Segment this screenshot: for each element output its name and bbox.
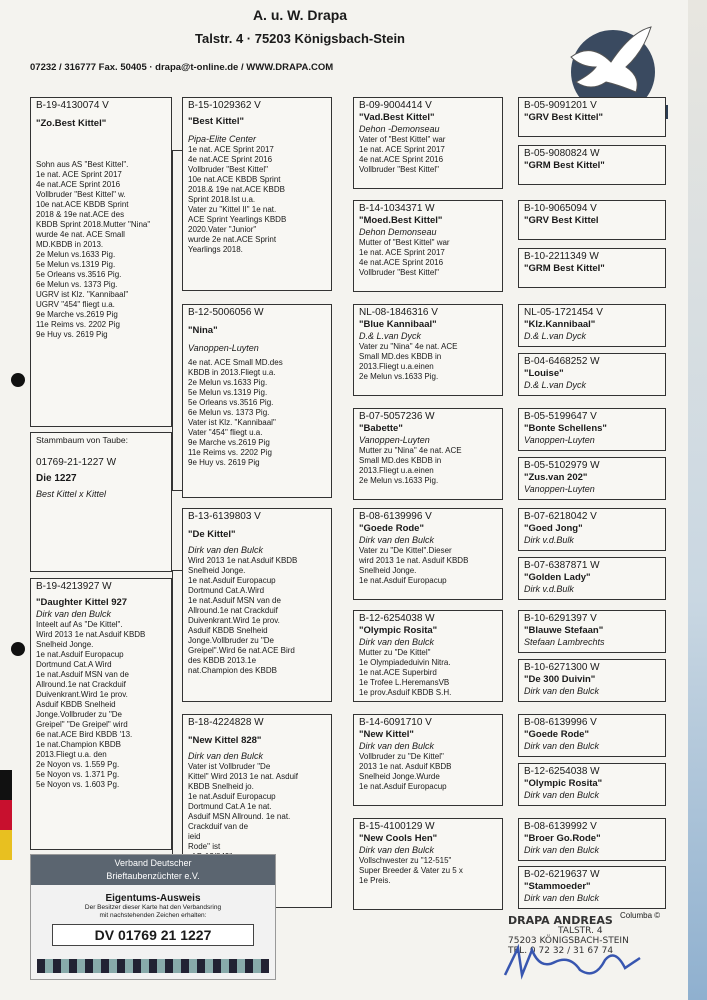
stamp-street: TALSTR. 4 [558, 926, 603, 936]
connector [172, 150, 173, 490]
gen3-name: "Goede Rode" [359, 523, 424, 534]
gen4-ring: B-12-6254038 W [524, 766, 600, 777]
gen4-ring: B-04-6468252 W [524, 356, 600, 367]
gen2-desc: Vater ist Vollbruder "De Kittel" Wird 2013 1e nat. Asduif KBDB Snelheid jo. 1e nat.Asduif Europacup Dortmund Cat.A 1e nat. Asduif MSN Allround. 1e nat. Crackduif van de ieid Rode" ist [188, 762, 299, 851]
gen4-breeder: Dirk van den Bulck [524, 790, 600, 800]
gen4-breeder: Dirk van den Bulck [524, 686, 600, 696]
card-title: Eigentums-Ausweis [105, 893, 201, 904]
gen3-name: "Olympic Rosita" [359, 625, 438, 636]
gen4-breeder: Dirk van den Bulck [524, 845, 600, 855]
gen3-breeder: Dirk van den Bulck [359, 845, 435, 855]
gen3-ring: B-14-1034371 W [359, 203, 435, 214]
gen4-box [518, 248, 666, 288]
gen4-ring: B-05-5199647 V [524, 411, 597, 422]
gen3-ring: B-14-6091710 V [359, 717, 432, 728]
connector [172, 490, 182, 491]
gen4-box [518, 408, 666, 451]
sire-ring: B-19-4130074 V [36, 100, 109, 111]
gen3-breeder: Dirk van den Bulck [359, 741, 435, 751]
gen3-desc: Mutter zu "Nina" 4e nat. ACE Small MD.des KBDB in 2013.Fliegt u.a.einen 2e Melun vs.1633 Pig. [359, 446, 462, 485]
sire-desc: Sohn aus AS "Best Kittel". 1e nat. ACE Sprint 2017 4e nat.ACE Sprint 2016 Vollbruder "Best Kittel" w. 10e nat.ACE KBDB Sprint 2018 & 19e nat.ACE des KBDB Sprint 2018.Mutter "Nina" wurde 4e nat. ACE Small MD.KBDB in 2013. 2e Melun vs.1633 Pig. 5e Melun vs.1319 Pig. 5e Orleans vs.3516 Pig. 6e Melun vs. 1373 Pig. UGRV ist Klz. "Kannibaal" UGRV "454" fliegt u.a. 9e Marche vs.2619 Pig 11e Reims vs. 2202 Pig 9e Huy vs. 2619 Pig [36, 160, 151, 339]
gen4-breeder: Stefaan Lambrechts [524, 637, 605, 647]
gen4-name: "Golden Lady" [524, 572, 591, 583]
gen3-name: "New Cools Hen" [359, 833, 438, 844]
gen4-name: "Broer Go.Rode" [524, 833, 601, 844]
flag-stripe-gold [0, 830, 12, 860]
gen3-box-6 [353, 610, 503, 702]
gen3-breeder: Dehon -Demonseau [359, 124, 440, 134]
gen2-name: "De Kittel" [188, 529, 236, 540]
gen4-ring: B-07-6218042 V [524, 511, 597, 522]
gen3-desc: Vater zu "De Kittel".Dieser wird 2013 1e nat. Asduif KBDB Snelheid Jonge. 1e nat.Asduif Europacup [359, 546, 469, 585]
subject-name: Die 1227 [36, 473, 77, 484]
gen2-ring: B-18-4224828 W [188, 717, 264, 728]
sire-name: "Zo.Best Kittel" [36, 118, 107, 129]
gen4-breeder: Dirk v.d.Bulk [524, 584, 574, 594]
gen3-ring: B-07-5057236 W [359, 411, 435, 422]
gen3-name: "New Kittel" [359, 729, 414, 740]
card-ring-number: DV 01769 21 1227 [52, 924, 254, 946]
gen2-desc: 4e nat. ACE Small MD.des KBDB in 2013.Fliegt u.a. 2e Melun vs.1633 Pig. 5e Melun vs.1319 Pig. 5e Orleans vs.3516 Pig. 6e Melun vs. 1373 Pig. Vater ist Klz. "Kannibaal" Vater "454" fliegt u.a. 9e Marche vs.2619 Pig 11e Reims vs. 2202 Pig 9e Huy vs. 2619 Pig [188, 358, 283, 467]
gen4-ring: B-05-9091201 V [524, 100, 597, 111]
gen2-breeder: Dirk van den Bulck [188, 545, 264, 555]
gen2-desc: 1e nat. ACE Sprint 2017 4e nat.ACE Sprint 2016 Vollbruder "Best Kittel" 10e nat.ACE KBDB Sprint 2018.& 19e nat.ACE KBDB Sprint 2018.Ist u.a. Vater zu "Kittel II" 1e nat. ACE Sprint Yearlings KBDB 2020.Vater "Junior" wurde 2e nat.ACE Sprint Yearlings 2018. [188, 145, 287, 254]
gen4-ring: NL-05-1721454 V [524, 307, 603, 318]
gen2-name: "Best Kittel" [188, 116, 244, 127]
gen4-box [518, 457, 666, 500]
gen4-name: "GRM Best Kittel" [524, 263, 605, 274]
header-contact: 07232 / 316777 Fax. 50405 · drapa@t-online.de / WWW.DRAPA.COM [30, 62, 334, 73]
gen2-name: "Nina" [188, 325, 218, 336]
gen4-name: "GRV Best Kittel" [524, 112, 604, 123]
connector [172, 570, 182, 571]
gen4-name: "GRV Best Kittel [524, 215, 599, 226]
ownership-card [30, 854, 276, 980]
gen3-desc: Vater of "Best Kittel" war 1e nat. ACE Sprint 2017 4e nat.ACE Sprint 2016 Vollbruder "Best Kittel" [359, 135, 446, 174]
gen4-box [518, 714, 666, 757]
gen4-box [518, 97, 666, 137]
punch-hole [11, 373, 25, 387]
gen4-box [518, 659, 666, 702]
gen4-box [518, 866, 666, 909]
gen2-ring: B-13-6139803 V [188, 511, 261, 522]
flag-stripe-black [0, 770, 12, 800]
gen4-box [518, 763, 666, 806]
gen3-box-5 [353, 508, 503, 600]
gen4-box [518, 557, 666, 600]
gen2-ring: B-15-1029362 V [188, 100, 261, 111]
gen2-breeder: Pipa-Elite Center [188, 134, 257, 144]
stamp-tel: TEL. 0 72 32 / 31 67 74 [508, 946, 614, 956]
gen3-name: "Blue Kannibaal" [359, 319, 437, 330]
subject-label: Stammbaum von Taube: [36, 435, 128, 445]
gen3-ring: NL-08-1846316 V [359, 307, 438, 318]
gen2-ring: B-12-5006056 W [188, 307, 264, 318]
flag-stripe-red [0, 800, 12, 830]
dam-box [30, 578, 172, 850]
gen3-breeder: Dehon Demonseau [359, 227, 437, 237]
gen2-breeder: Vanoppen-Luyten [188, 343, 259, 353]
gen4-name: "Blauwe Stefaan" [524, 625, 604, 636]
gen4-ring: B-10-2211349 W [524, 251, 599, 262]
sire-box [30, 97, 172, 427]
gen3-desc: Mutter zu "De Kittel" 1e Olympiadeduivin Nitra. 1e nat.ACE Superbird 1e Trofee L.HeremansVB 1e prov.Asduif KBDB S.H. [359, 648, 452, 697]
gen3-breeder: Dirk van den Bulck [359, 535, 435, 545]
gen4-breeder: D.& L.van Dyck [524, 331, 587, 341]
gen4-name: "Klz.Kannibaal" [524, 319, 596, 330]
dam-name: "Daughter Kittel 927 [36, 597, 128, 608]
gen4-name: "Louise" [524, 368, 564, 379]
gen4-name: "De 300 Duivin" [524, 674, 596, 685]
gen2-box-3 [182, 508, 332, 702]
gen2-box-2 [182, 304, 332, 498]
gen3-desc: Vollbruder zu "De Kittel" 2013 1e nat. Asduif KBDB Snelheid Jonge.Wurde 1e nat.Asduif Europacup [359, 752, 452, 791]
gen4-box [518, 508, 666, 551]
gen4-ring: B-07-6387871 W [524, 560, 600, 571]
gen3-box-7 [353, 714, 503, 806]
card-org-line2: Brieftaubenzüchter e.V. [106, 871, 200, 881]
gen4-breeder: Dirk van den Bulck [524, 893, 600, 903]
gen4-name: "Zus.van 202" [524, 472, 588, 483]
gen4-ring: B-08-6139992 V [524, 821, 597, 832]
gen3-box-1 [353, 97, 503, 189]
gen2-name: "New Kittel 828" [188, 735, 262, 746]
subject-breeding: Best Kittel x Kittel [36, 489, 107, 499]
gen3-desc: Vater zu "Nina" 4e nat. ACE Small MD.des KBDB in 2013.Fliegt u.a.einen 2e Melun vs.1633 Pig. [359, 342, 458, 381]
gen3-box-3 [353, 304, 503, 396]
gen4-breeder: D.& L.van Dyck [524, 380, 587, 390]
header-name: A. u. W. Drapa [252, 7, 348, 23]
columba-mark: Columba © [620, 911, 661, 920]
gen4-box [518, 304, 666, 347]
gen3-ring: B-15-4100129 W [359, 821, 435, 832]
subject-box [30, 432, 172, 572]
signature-icon [500, 940, 650, 985]
gen3-breeder: D.& L.van Dyck [359, 331, 422, 341]
gen4-box [518, 610, 666, 653]
gen4-ring: B-08-6139996 V [524, 717, 597, 728]
connector [172, 150, 182, 151]
card-note: Der Besitzer dieser Karte hat den Verbandsring mit nachstehenden Zeichen erhalten: [84, 904, 222, 919]
gen4-box [518, 353, 666, 396]
gen4-breeder: Vanoppen-Luyten [524, 484, 595, 494]
gen4-name: "Bonte Schellens" [524, 423, 607, 434]
gen4-name: "Goed Jong" [524, 523, 583, 534]
gen4-ring: B-05-5102979 W [524, 460, 600, 471]
gen4-breeder: Vanoppen-Luyten [524, 435, 595, 445]
card-pattern-band [37, 959, 269, 973]
gen3-breeder: Vanoppen-Luyten [359, 435, 430, 445]
gen2-box-1 [182, 97, 332, 291]
gen2-breeder: Dirk van den Bulck [188, 751, 264, 761]
stamp-city: 75203 KÖNIGSBACH-STEIN [508, 936, 629, 946]
gen3-ring: B-09-9004414 V [359, 100, 432, 111]
gen3-name: "Vad.Best Kittel" [359, 112, 435, 123]
gen3-desc: Vollschwester zu "12-515" Super Breeder & Vater zu 5 x 1e Preis. [359, 856, 463, 885]
gen4-name: "Stammoeder" [524, 881, 591, 892]
gen3-box-4 [353, 408, 503, 500]
gen3-ring: B-08-6139996 V [359, 511, 432, 522]
gen4-ring: B-05-9080824 W [524, 148, 600, 159]
gen4-name: "Olympic Rosita" [524, 778, 603, 789]
gen4-box [518, 145, 666, 185]
paper-edge [688, 0, 707, 1000]
gen4-box [518, 200, 666, 240]
card-header [31, 855, 275, 885]
gen3-ring: B-12-6254038 W [359, 613, 435, 624]
gen4-ring: B-10-6271300 W [524, 662, 600, 673]
gen3-desc: Mutter of "Best Kittel" war 1e nat. ACE Sprint 2017 4e nat.ACE Sprint 2016 Vollbruder "Best Kittel" [359, 238, 450, 277]
gen4-ring: B-10-6291397 V [524, 613, 597, 624]
gen4-name: "GRM Best Kittel" [524, 160, 605, 171]
gen2-desc: Wird 2013 1e nat.Asduif KBDB Snelheid Jonge. 1e nat.Asduif Europacup Dortmund Cat.A.Wird 1e nat.Asduif MSN van de Allround.1e nat Crackduif Duivenkrant.Wird 1e prov. Asduif KBDB Snelheid Jonge.Vollbruder zu "De Greipel".Wird 6e nat.ACE Bird des KBDB 2013.1e nat.Champion des KBDB [188, 556, 298, 675]
gen4-breeder: Dirk van den Bulck [524, 741, 600, 751]
dam-breeder: Dirk van den Bulck [36, 609, 112, 619]
gen4-ring: B-02-6219637 W [524, 869, 600, 880]
card-org-line1: Verband Deutscher [114, 858, 192, 868]
gen3-name: "Moed.Best Kittel" [359, 215, 443, 226]
gen4-box [518, 818, 666, 861]
header-address: Talstr. 4 · 75203 Königsbach-Stein [195, 31, 405, 46]
gen3-name: "Babette" [359, 423, 403, 434]
subject-ring: 01769-21-1227 W [36, 457, 117, 468]
punch-hole [11, 642, 25, 656]
gen3-box-8 [353, 818, 503, 910]
gen4-breeder: Dirk v.d.Bulk [524, 535, 574, 545]
gen4-name: "Goede Rode" [524, 729, 589, 740]
gen3-breeder: Dirk van den Bulck [359, 637, 435, 647]
dam-ring: B-19-4213927 W [36, 581, 112, 592]
stamp-name: DRAPA ANDREAS [508, 914, 613, 927]
gen3-box-2 [353, 200, 503, 292]
gen4-ring: B-10-9065094 V [524, 203, 597, 214]
dam-desc: Inteelt auf As "De Kittel". Wird 2013 1e nat.Asduif KBDB Snelheid Jonge. 1e nat.Asduif Europacup Dortmund Cat.A Wird 1e nat.Asduif MSN van de Allround.1e nat Crackduif Duivenkrant.Wird 1e prov. Asduif KBDB Snelheid Jonge.Vollbruder zu "De Greipel" "De Greipel" wird 6e nat.ACE Bird KBDB '13. 1e nat.Champion KBDB 2013.Fliegt u.a. den 2e Noyon vs. 1.559 Pg. 5e Noyon vs. 1.371 Pg. 5e Noyon vs. 1.603 Pg. [36, 620, 146, 789]
